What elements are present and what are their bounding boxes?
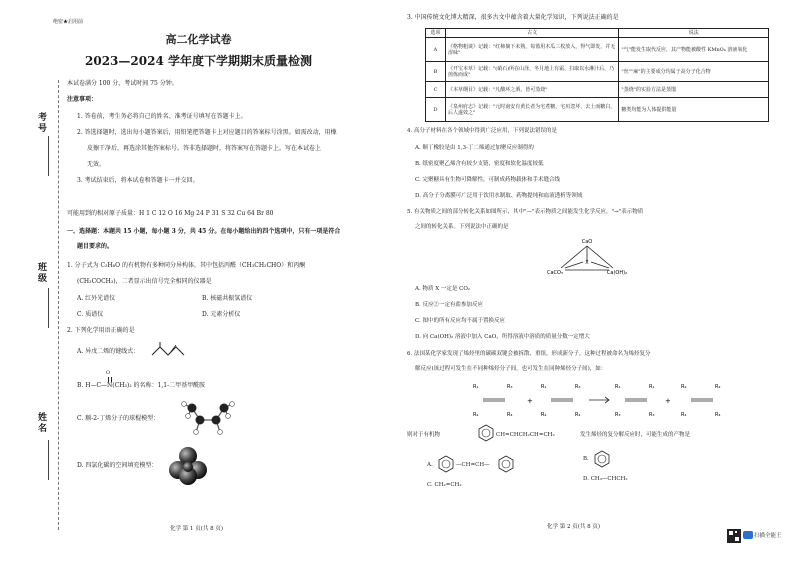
- qr-code-icon: [727, 529, 741, 543]
- notice-2-cont: 皮擦干净后，再选涂其他答案标号。答非选择题时，将答案写在答题卡上。写在本试卷上: [87, 145, 322, 152]
- q6-option-a-chain: —CH=CH—: [456, 462, 490, 468]
- notice-2: 2. 答选择题时，选出每小题答案后，用铅笔把答题卡上对应题目的答案标号涂黑。如需改动，用橡: [77, 129, 337, 136]
- table-header: 选项: [426, 29, 446, 38]
- table-row: [426, 62, 769, 82]
- q6-option-b-label: B.: [583, 456, 589, 462]
- table-cell: 《本草纲目》记载："凡酸坏之酒，皆可蒸烧": [445, 82, 618, 98]
- svg-text:R₃: R₃: [575, 384, 581, 390]
- q1-option-a: A. 红外光谱仪: [77, 295, 116, 302]
- table-cell: 《格物粗谈》记载："红柿摘下未熟，每篮用木瓜三枚放入，得气即发，并无涩味": [445, 38, 618, 62]
- secret-mark: 绝密★启用前: [53, 19, 84, 25]
- table-cell: 《泉州府志》记载："元时南安有黄长者为宅煮糖，宅垣忽坏，去土而糖白，后人遂效之": [445, 98, 618, 122]
- write-line: [48, 136, 50, 176]
- table-cell: B: [426, 62, 446, 82]
- write-line: [48, 288, 50, 328]
- table-cell: 糖类均能为人体提供能量: [619, 98, 769, 122]
- table-cell: A: [426, 38, 446, 62]
- q1-option-d: D. 元素分析仪: [202, 311, 241, 318]
- q4-option-c: C. 完聚糖具有生物可降解性，可制成药物载体和手术缝合线: [415, 177, 561, 183]
- diagram-node-x: X: [585, 260, 589, 266]
- notice-title: 注意事项：: [67, 96, 98, 103]
- benzene-ring-icon: [497, 455, 515, 473]
- paper-title: 高二化学试卷: [165, 33, 232, 46]
- svg-text:R₁: R₁: [473, 384, 479, 390]
- q3-table: [425, 28, 769, 122]
- svg-text:R₃: R₃: [615, 412, 621, 418]
- q4-option-b: B. 纸密度聚乙烯含有较少支链，密度和软化温度较低: [415, 161, 544, 167]
- table-header-row: [426, 29, 769, 38]
- table-row: [426, 98, 769, 122]
- svg-text:+: +: [665, 397, 671, 405]
- table-cell: "气"能发生取代反应，其产物能被酸性 KMnO₄ 溶液氧化: [619, 38, 769, 62]
- q4-option-d: D. 高分子分离膜可广泛用于饮用水制取、药物提纯和血液透析等领域: [415, 193, 583, 199]
- page-1-footer: 化学 第 1 页(共 8 页): [170, 526, 224, 532]
- q5-conversion-diagram: [547, 236, 627, 280]
- q4-option-a: A. 顺丁橡胶是由 1,3-丁二烯通过加聚反应制得的: [415, 145, 534, 151]
- scanner-logo-icon: [743, 531, 753, 539]
- cis-2-butene-ball-stick-model: [178, 398, 238, 444]
- svg-text:R₄: R₄: [681, 412, 687, 418]
- paper-subtitle: 2023—2024 学年度下学期期末质量检测: [85, 54, 312, 68]
- diagram-node-caco3: CaCO₃: [547, 270, 563, 276]
- svg-text:R₁: R₁: [649, 384, 655, 390]
- svg-text:R₄: R₄: [575, 412, 581, 418]
- q6-option-d: D. CH₃—CHCH₂: [583, 476, 628, 482]
- table-cell: D: [426, 98, 446, 122]
- svg-text:R₃: R₃: [507, 384, 513, 390]
- q6-stem: 6. 法国某化学家发现了烯烃里的碳碳双键会被拆散、重组，形成新分子，这种过程被命名为烯烃复分: [407, 351, 651, 357]
- isoprene-skeletal-formula: [150, 341, 190, 361]
- carbon-tetrachloride-space-filling-model: [168, 446, 208, 486]
- table-header: 说法: [619, 29, 769, 38]
- q2-option-b: B. H—C—N(CH₃)₂ 的名称：1,1-二甲基甲酰胺: [77, 382, 206, 389]
- q5-option-b: B. 反应②一定有盐参加反应: [415, 302, 484, 308]
- diagram-node-caoh2: Ca(OH)₂: [606, 270, 627, 276]
- q2-option-c: C. 顺-2-丁烯分子的球棍模型：: [77, 415, 160, 422]
- svg-text:R₂: R₂: [715, 384, 721, 390]
- table-header: 古文: [445, 29, 618, 38]
- q1-option-c: C. 质谱仪: [77, 311, 104, 318]
- q5-stem-cont: 之间的转化关系。下列说法中正确的是: [415, 224, 509, 230]
- side-label-exam-number: 考号: [36, 112, 46, 134]
- scanner-badge-text: 扫描全能王: [754, 533, 782, 539]
- svg-text:R₁: R₁: [615, 384, 621, 390]
- benzene-ring-icon: [477, 424, 495, 442]
- svg-text:R₂: R₂: [473, 412, 479, 418]
- q6-tail-chain: CH=CHCH₂CH=CH₂: [496, 432, 555, 438]
- svg-text:+: +: [527, 397, 533, 405]
- q6-stem-cont: 解反应(该过程可发生在不同种烯烃分子间，也可发生在同种烯烃分子间)，如：: [415, 366, 607, 372]
- section-1-heading: 一、选择题：本题共 15 小题，每小题 3 分，共 45 分。在每小题给出的四个选项中，只有一项是符合: [67, 228, 341, 235]
- write-line: [48, 440, 50, 480]
- exam-info: 本试卷满分 100 分，考试时间 75 分钟。: [67, 80, 178, 87]
- table-cell: "丝""麻"的主要成分均属于高分子化合物: [619, 62, 769, 82]
- q4-stem: 4. 高分子材料在各个领域中得到广泛应用，下列说法错误的是: [407, 128, 557, 134]
- q3-stem: 3. 中国传统文化博大精深，很多古文中蕴含着大量化学知识，下列说法正确的是: [407, 14, 619, 21]
- q6-option-a-label: A.: [427, 462, 433, 468]
- binding-line: [58, 80, 59, 530]
- side-label-name: 姓名: [36, 412, 46, 434]
- notice-2-end: 无效。: [87, 161, 106, 168]
- q6-option-c: C. CH₂=CH₂: [427, 482, 462, 488]
- notice-1: 1. 答卷前，考生务必将自己的姓名、准考证号填写在答题卡上。: [77, 113, 247, 120]
- q5-stem: 5. 有关物质之间的部分转化关系如图所示，其中"—"表示物质之间能发生化学反应，"→"表示物质: [407, 209, 644, 215]
- svg-text:R₄: R₄: [715, 412, 721, 418]
- page-2-footer: 化学 第 2 页(共 8 页): [547, 524, 601, 530]
- table-row: [426, 38, 769, 62]
- table-row: [426, 82, 769, 98]
- svg-text:R₂: R₂: [681, 384, 687, 390]
- q1-stem-cont: (CH₃COCH₃)，二者显示出信号完全相同的仪器是: [77, 278, 212, 285]
- table-cell: 《开宝本草》记载："(硝石)所在山泽，冬月地上有霜，扫取以水淋汁后，乃煎炼而成": [445, 62, 618, 82]
- q5-option-d: D. 向 Ca(OH)₂ 溶液中加入 CaO，所得溶液中溶质的质量分数一定增大: [415, 334, 590, 340]
- benzene-ring-icon: [437, 455, 455, 473]
- svg-text:R₃: R₃: [649, 412, 655, 418]
- q2-b-oxygen: O: [106, 370, 111, 376]
- q2-option-a: A. 异戊二烯的键线式：: [77, 348, 140, 355]
- diagram-node-cao: CaO: [581, 239, 593, 245]
- svg-text:R₂: R₂: [541, 412, 547, 418]
- benzene-ring-icon: [593, 450, 611, 468]
- q6-tail-prefix: 则对于有机物: [407, 432, 441, 438]
- table-cell: C: [426, 82, 446, 98]
- svg-text:R₁: R₁: [541, 384, 547, 390]
- table-cell: "蒸烧"的实验方法是蒸馏: [619, 82, 769, 98]
- atomic-masses: 可能用到的相对原子质量：H 1 C 12 O 16 Mg 24 P 31 S 32 Cu 64 Br 80: [67, 210, 274, 217]
- section-1-heading-cont: 题目要求的。: [77, 243, 114, 250]
- side-label-class: 班级: [36, 262, 46, 284]
- q1-stem: 1. 分子式为 C₃H₆O 的有机物有多种同分异构体，其中包括丙醛（CH₃CH₂CHO）和丙酮: [67, 262, 306, 269]
- q6-tail-suffix: 发生烯烃的复分解反应时，可能生成的产物是: [580, 432, 691, 438]
- q1-option-b: B. 核磁共振氢谱仪: [202, 295, 253, 302]
- svg-text:R₄: R₄: [507, 412, 513, 418]
- notice-3: 3. 考试结束后，将本试卷和答题卡一并交回。: [77, 177, 199, 184]
- q2-option-d: D. 四氯化碳的空间填充模型：: [77, 462, 158, 469]
- q5-option-a: A. 物质 X 一定是 CO₂: [415, 286, 471, 292]
- exam-page-2: [397, 0, 794, 561]
- q6-olefin-metathesis-equation: [467, 378, 737, 420]
- q5-option-c: C. 图中的所有反应均不属于置换反应: [415, 318, 506, 324]
- q2-stem: 2. 下列化学用语正确的是: [67, 327, 135, 334]
